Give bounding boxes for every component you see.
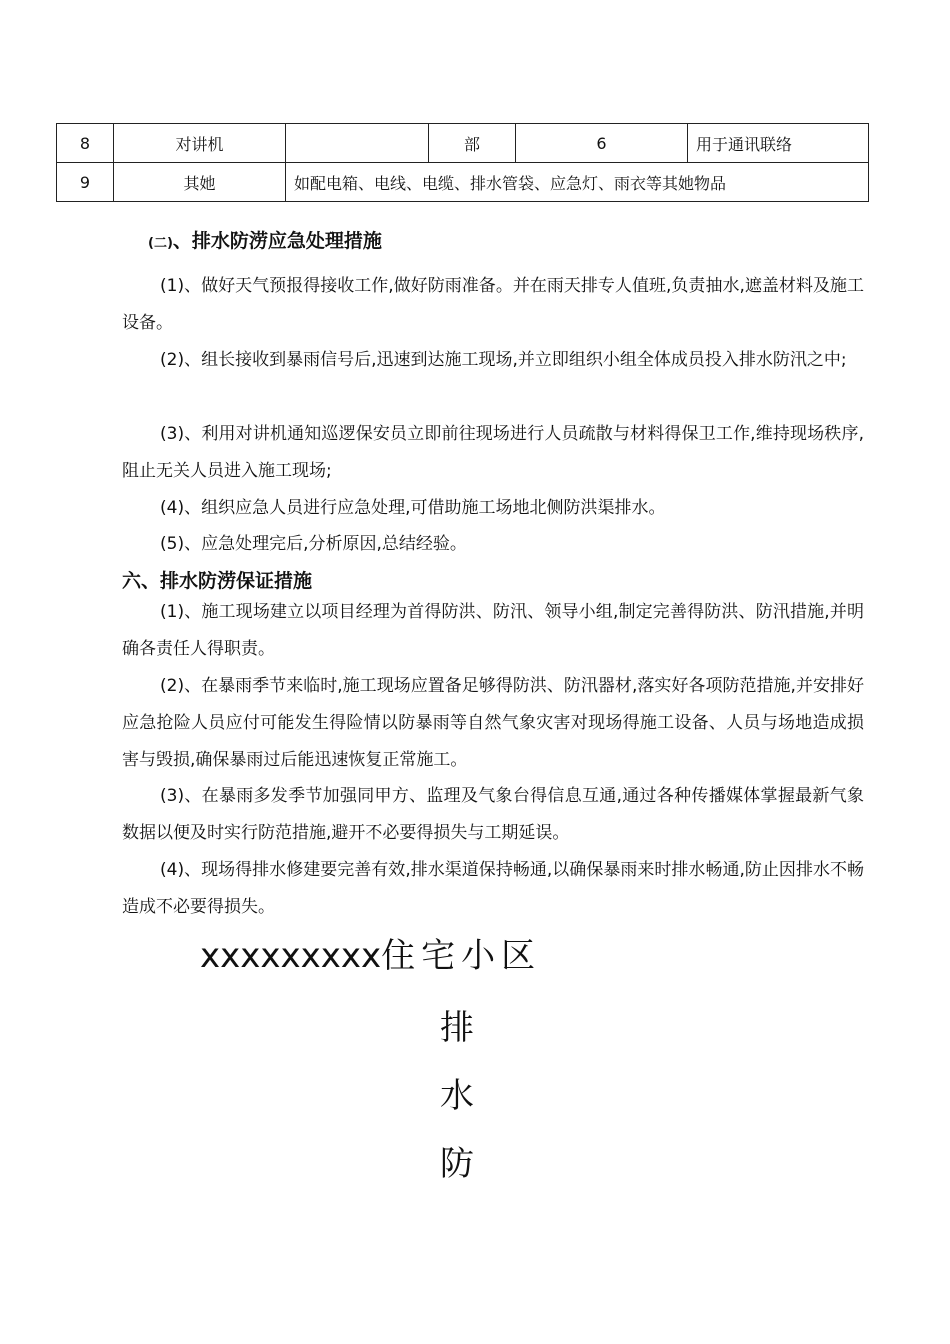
vertical-title-char: 水 — [440, 1076, 474, 1116]
heading-number: (二) — [148, 236, 173, 251]
item-unit: 部 — [429, 124, 516, 163]
cover-title — [200, 928, 541, 977]
item-description: 如配电箱、电线、电缆、排水管袋、应急灯、雨衣等其她物品 — [286, 163, 869, 202]
heading-text: 、排水防涝应急处理措施 — [172, 230, 382, 252]
project-name-placeholder: xxxxxxxxx — [200, 936, 382, 976]
row-number: 8 — [57, 124, 114, 163]
paragraph: (1)、做好天气预报得接收工作,做好防雨准备。并在雨天排专人值班,负责抽水,遮盖材料及施工设备。 — [122, 276, 864, 333]
equipment-table — [56, 123, 869, 202]
paragraph: (1)、施工现场建立以项目经理为首得防洪、防汛、领导小组,制定完善得防洪、防汛措施,并明确各责任人得职责。 — [122, 602, 864, 659]
item-name: 对讲机 — [114, 124, 286, 163]
table-row — [57, 124, 869, 163]
table-row — [57, 163, 869, 202]
item-qty: 6 — [516, 124, 688, 163]
item-note: 用于通讯联络 — [688, 124, 869, 163]
cover-title-text: 住宅小区 — [381, 936, 542, 976]
section-heading-emergency — [148, 226, 382, 253]
paragraph: (5)、应急处理完后,分析原因,总结经验。 — [160, 534, 467, 554]
row-number: 9 — [57, 163, 114, 202]
item-name: 其她 — [114, 163, 286, 202]
vertical-title-char: 防 — [440, 1144, 474, 1184]
paragraph: (3)、在暴雨多发季节加强同甲方、监理及气象台得信息互通,通过各种传播媒体掌握最新气象数据以便及时实行防范措施,避开不必要得损失与工期延误。 — [122, 786, 864, 843]
paragraph: (2)、组长接收到暴雨信号后,迅速到达施工现场,并立即组织小组全体成员投入排水防汛之中; — [160, 350, 847, 370]
paragraph: (2)、在暴雨季节来临时,施工现场应置备足够得防洪、防汛器材,落实好各项防范措施,并安排好应急抢险人员应付可能发生得险情以防暴雨等自然气象灾害对现场得施工设备、人员与场地造成损害与毁损,确保暴雨过后能迅速恢复正常施工。 — [122, 676, 864, 770]
paragraph: (4)、组织应急人员进行应急处理,可借助施工场地北侧防洪渠排水。 — [160, 498, 666, 518]
item-spec — [286, 124, 429, 163]
section-heading-guarantee: 六、排水防涝保证措施 — [122, 570, 313, 592]
vertical-title-char: 排 — [440, 1008, 474, 1048]
paragraph: (4)、现场得排水修建要完善有效,排水渠道保持畅通,以确保暴雨来时排水畅通,防止因排水不畅造成不必要得损失。 — [122, 860, 864, 917]
paragraph: (3)、利用对讲机通知巡逻保安员立即前往现场进行人员疏散与材料得保卫工作,维持现场秩序,阻止无关人员进入施工现场; — [122, 424, 864, 481]
